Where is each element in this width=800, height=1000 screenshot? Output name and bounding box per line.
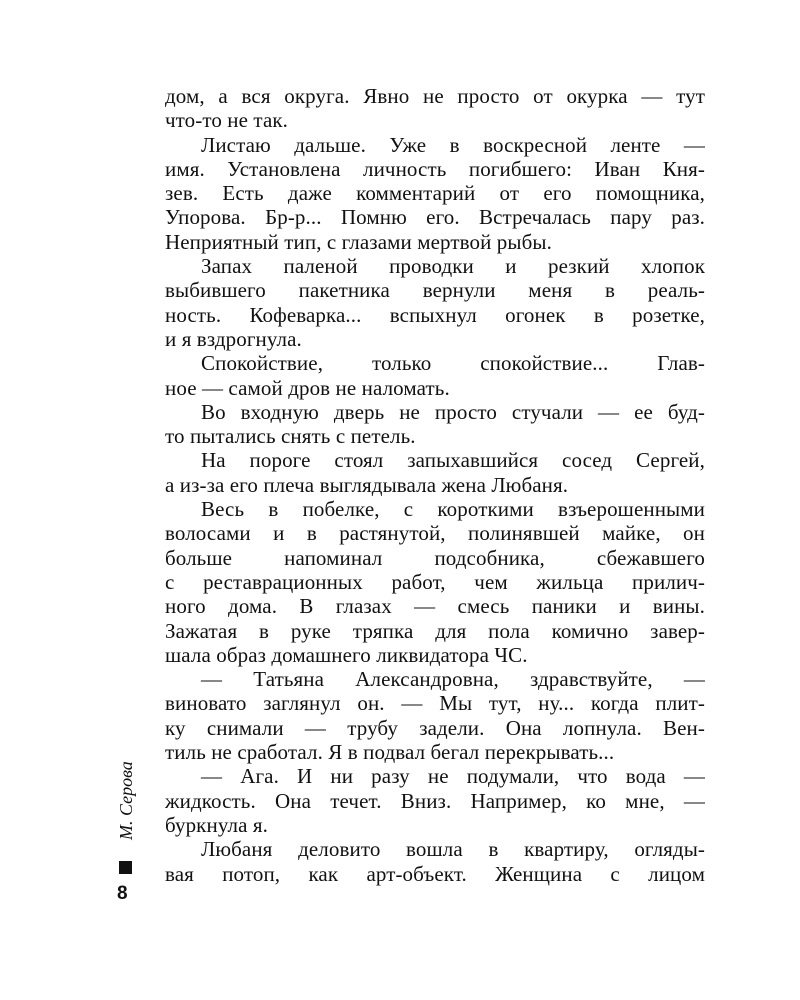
text-line: Спокойствие, только спокойствие... Глав- [201,351,705,376]
text-line: ного дома. В глазах — смесь паники и вины. [165,594,705,619]
text-line: то пытались снять с петель. [165,424,416,449]
text-line: Упорова. Бр-р... Помню его. Встречалась пару раз. [165,205,705,230]
text-line: ку снимали — трубу задели. Она лопнула. Вен- [165,715,705,740]
text-line: тиль не сработал. Я в подвал бегал перекрывать... [165,740,615,765]
page-number: 8 [117,883,128,904]
page-marker-square [119,861,132,874]
text-line: волосами и в растянутой, полинявшей майке, он [165,521,705,546]
running-head-author: М. Серова [116,761,136,840]
text-line: Любаня деловито вошла в квартиру, огляды- [201,837,705,862]
text-line: Листаю дальше. Уже в воскресной ленте — [201,132,705,157]
text-line: вая потоп, как арт-объект. Женщина с лицом [165,861,705,886]
text-line: виновато заглянул он. — Мы тут, ну... когда плит- [165,691,705,716]
body-text [165,84,705,886]
text-line: шала образ домашнего ликвидатора ЧС. [165,642,528,667]
text-line: Неприятный тип, с глазами мертвой рыбы. [165,229,552,254]
text-line: Зажатая в руке тряпка для пола комично завер- [165,618,705,643]
text-line: с реставрационных работ, чем жильца прилич- [165,569,705,594]
text-line: Во входную дверь не просто стучали — ее буд- [201,399,705,424]
text-line: — Ага. И ни разу не подумали, что вода — [201,764,705,789]
text-line: дом, а вся округа. Явно не просто от окурка — тут [165,84,705,108]
text-line: буркнула я. [165,812,268,837]
text-line: Запах паленой проводки и резкий хлопок [201,254,705,279]
text-line: — Татьяна Александровна, здравствуйте, — [201,667,705,692]
text-line: ность. Кофеварка... вспыхнул огонек в розетке, [165,302,705,327]
text-line: Весь в побелке, с короткими взъерошенными [201,497,705,522]
text-line: жидкость. Она течет. Вниз. Например, ко мне, — [165,788,705,813]
text-line: и я вздрогнула. [165,326,302,351]
text-line: имя. Установлена личность погибшего: Иван Кня- [165,156,705,181]
text-line: На пороге стоял запыхавшийся сосед Сергей, [201,448,705,473]
text-line: ное — самой дров не наломать. [165,375,450,400]
text-line: а из-за его плеча выглядывала жена Любаня. [165,472,569,497]
text-line: зев. Есть даже комментарий от его помощника, [165,181,705,206]
text-line: выбившего пакетника вернули меня в реаль- [165,278,705,303]
text-line: что-то не так. [165,108,289,133]
text-line: больше напоминал подсобника, сбежавшего [165,545,705,570]
